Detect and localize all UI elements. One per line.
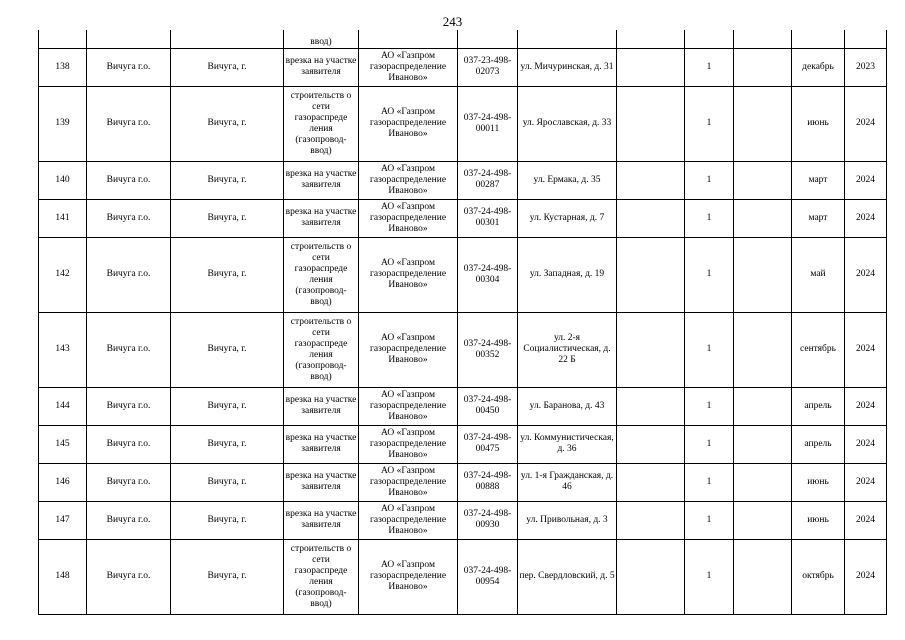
month-cell: октябрь bbox=[792, 539, 845, 614]
year-cell: 2024 bbox=[845, 539, 887, 614]
table-row bbox=[39, 425, 887, 463]
application-code-cell: 037-24-498-00954 bbox=[458, 539, 518, 614]
year-cell: 2024 bbox=[845, 425, 887, 463]
organization-cell: АО «Газпром газораспределение Иваново» bbox=[359, 237, 458, 312]
district-cell: Вичуга г.о. bbox=[87, 501, 171, 539]
empty-cell bbox=[617, 539, 685, 614]
work-type-cell: врезка на участке заявителя bbox=[284, 463, 359, 501]
row-number-cell: 142 bbox=[39, 237, 87, 312]
empty-cell bbox=[734, 463, 792, 501]
month-cell: апрель bbox=[792, 387, 845, 425]
organization-cell: АО «Газпром газораспределение Иваново» bbox=[359, 387, 458, 425]
row-number-cell: 144 bbox=[39, 387, 87, 425]
year-cell: 2023 bbox=[845, 48, 887, 86]
count-cell: 1 bbox=[685, 199, 734, 237]
application-code-cell: 037-23-498-02073 bbox=[458, 48, 518, 86]
work-type-cell: врезка на участке заявителя bbox=[284, 387, 359, 425]
organization-cell: АО «Газпром газораспределение Иваново» bbox=[359, 48, 458, 86]
work-type-cell: строительств о сети газораспреде ления (газопровод-ввод) bbox=[284, 237, 359, 312]
organization-cell: АО «Газпром газораспределение Иваново» bbox=[359, 425, 458, 463]
table-row bbox=[39, 199, 887, 237]
row-number-cell: 147 bbox=[39, 501, 87, 539]
table-row bbox=[39, 312, 887, 387]
application-code-cell: 037-24-498-00475 bbox=[458, 425, 518, 463]
year-cell: 2024 bbox=[845, 501, 887, 539]
application-code-cell: 037-24-498-00011 bbox=[458, 86, 518, 161]
address-cell: пер. Свердловский, д. 5 bbox=[518, 539, 617, 614]
organization-cell: АО «Газпром газораспределение Иваново» bbox=[359, 312, 458, 387]
district-cell: Вичуга г.о. bbox=[87, 463, 171, 501]
address-cell: ул. Западная, д. 19 bbox=[518, 237, 617, 312]
empty-cell bbox=[734, 161, 792, 199]
work-type-cell: строительств о сети газораспреде ления (газопровод-ввод) bbox=[284, 539, 359, 614]
locality-cell: Вичуга, г. bbox=[171, 312, 284, 387]
year-cell: 2024 bbox=[845, 161, 887, 199]
empty-cell bbox=[617, 237, 685, 312]
table-row bbox=[39, 30, 887, 48]
work-type-cell: ввод) bbox=[284, 30, 359, 48]
work-type-cell: врезка на участке заявителя bbox=[284, 199, 359, 237]
address-cell: ул. Коммунистическая, д. 36 bbox=[518, 425, 617, 463]
row-number-cell: 140 bbox=[39, 161, 87, 199]
district-cell: Вичуга г.о. bbox=[87, 161, 171, 199]
year-cell: 2024 bbox=[845, 312, 887, 387]
year-cell: 2024 bbox=[845, 463, 887, 501]
count-cell: 1 bbox=[685, 48, 734, 86]
empty-cell bbox=[734, 387, 792, 425]
empty-cell bbox=[734, 237, 792, 312]
month-cell: декабрь bbox=[792, 48, 845, 86]
empty-cell bbox=[734, 86, 792, 161]
row-number-cell: 145 bbox=[39, 425, 87, 463]
empty-cell bbox=[617, 199, 685, 237]
address-cell: ул. Баранова, д. 43 bbox=[518, 387, 617, 425]
locality-cell: Вичуга, г. bbox=[171, 425, 284, 463]
year-cell: 2024 bbox=[845, 387, 887, 425]
year-cell: 2024 bbox=[845, 199, 887, 237]
year-cell: 2024 bbox=[845, 86, 887, 161]
empty-cell bbox=[734, 312, 792, 387]
empty-cell bbox=[617, 161, 685, 199]
count-cell: 1 bbox=[685, 312, 734, 387]
registry-rows bbox=[39, 48, 887, 614]
locality-cell: Вичуга, г. bbox=[171, 387, 284, 425]
locality-cell: Вичуга, г. bbox=[171, 199, 284, 237]
table-row bbox=[39, 539, 887, 614]
work-type-cell: врезка на участке заявителя bbox=[284, 501, 359, 539]
district-cell: Вичуга г.о. bbox=[87, 539, 171, 614]
locality-cell: Вичуга, г. bbox=[171, 539, 284, 614]
table-row bbox=[39, 463, 887, 501]
row-number-cell: 148 bbox=[39, 539, 87, 614]
row-number-cell: 141 bbox=[39, 199, 87, 237]
work-type-cell: врезка на участке заявителя bbox=[284, 425, 359, 463]
count-cell: 1 bbox=[685, 86, 734, 161]
district-cell: Вичуга г.о. bbox=[87, 237, 171, 312]
month-cell: июнь bbox=[792, 86, 845, 161]
registry-table bbox=[38, 30, 887, 615]
district-cell: Вичуга г.о. bbox=[87, 48, 171, 86]
row-number-cell: 146 bbox=[39, 463, 87, 501]
empty-cell bbox=[617, 425, 685, 463]
month-cell: апрель bbox=[792, 425, 845, 463]
application-code-cell: 037-24-498-00287 bbox=[458, 161, 518, 199]
empty-cell bbox=[734, 539, 792, 614]
district-cell: Вичуга г.о. bbox=[87, 86, 171, 161]
address-cell: ул. 1-я Гражданская, д. 46 bbox=[518, 463, 617, 501]
table-row bbox=[39, 501, 887, 539]
address-cell: ул. Мичуринская, д. 31 bbox=[518, 48, 617, 86]
application-code-cell: 037-24-498-00304 bbox=[458, 237, 518, 312]
empty-cell bbox=[734, 501, 792, 539]
month-cell: май bbox=[792, 237, 845, 312]
work-type-cell: врезка на участке заявителя bbox=[284, 161, 359, 199]
count-cell: 1 bbox=[685, 501, 734, 539]
work-type-cell: строительств о сети газораспреде ления (газопровод-ввод) bbox=[284, 312, 359, 387]
row-number-cell: 138 bbox=[39, 48, 87, 86]
application-code-cell: 037-24-498-00450 bbox=[458, 387, 518, 425]
count-cell: 1 bbox=[685, 387, 734, 425]
count-cell: 1 bbox=[685, 539, 734, 614]
empty-cell bbox=[734, 48, 792, 86]
address-cell: ул. Ермака, д. 35 bbox=[518, 161, 617, 199]
work-type-cell: строительств о сети газораспреде ления (газопровод-ввод) bbox=[284, 86, 359, 161]
table-row bbox=[39, 86, 887, 161]
locality-cell: Вичуга, г. bbox=[171, 463, 284, 501]
application-code-cell: 037-24-498-00352 bbox=[458, 312, 518, 387]
locality-cell: Вичуга, г. bbox=[171, 48, 284, 86]
count-cell: 1 bbox=[685, 425, 734, 463]
organization-cell: АО «Газпром газораспределение Иваново» bbox=[359, 463, 458, 501]
count-cell: 1 bbox=[685, 463, 734, 501]
address-cell: ул. 2-я Социалистическая, д. 22 Б bbox=[518, 312, 617, 387]
work-type-cell: врезка на участке заявителя bbox=[284, 48, 359, 86]
district-cell: Вичуга г.о. bbox=[87, 199, 171, 237]
empty-cell bbox=[734, 425, 792, 463]
table-row bbox=[39, 161, 887, 199]
application-code-cell: 037-24-498-00930 bbox=[458, 501, 518, 539]
locality-cell: Вичуга, г. bbox=[171, 86, 284, 161]
organization-cell: АО «Газпром газораспределение Иваново» bbox=[359, 161, 458, 199]
page-number: 243 bbox=[442, 14, 463, 29]
empty-cell bbox=[617, 463, 685, 501]
locality-cell: Вичуга, г. bbox=[171, 501, 284, 539]
application-code-cell: 037-24-498-00301 bbox=[458, 199, 518, 237]
month-cell: март bbox=[792, 161, 845, 199]
locality-cell: Вичуга, г. bbox=[171, 161, 284, 199]
row-number-cell: 139 bbox=[39, 86, 87, 161]
month-cell: июнь bbox=[792, 463, 845, 501]
locality-cell: Вичуга, г. bbox=[171, 237, 284, 312]
month-cell: июнь bbox=[792, 501, 845, 539]
empty-cell bbox=[617, 312, 685, 387]
organization-cell: АО «Газпром газораспределение Иваново» bbox=[359, 501, 458, 539]
organization-cell: АО «Газпром газораспределение Иваново» bbox=[359, 199, 458, 237]
year-cell: 2024 bbox=[845, 237, 887, 312]
month-cell: март bbox=[792, 199, 845, 237]
empty-cell bbox=[734, 199, 792, 237]
count-cell: 1 bbox=[685, 161, 734, 199]
table-row bbox=[39, 387, 887, 425]
table-row bbox=[39, 237, 887, 312]
organization-cell: АО «Газпром газораспределение Иваново» bbox=[359, 539, 458, 614]
count-cell: 1 bbox=[685, 237, 734, 312]
empty-cell bbox=[617, 86, 685, 161]
empty-cell bbox=[617, 387, 685, 425]
district-cell: Вичуга г.о. bbox=[87, 387, 171, 425]
row-number-cell: 143 bbox=[39, 312, 87, 387]
month-cell: сентябрь bbox=[792, 312, 845, 387]
district-cell: Вичуга г.о. bbox=[87, 312, 171, 387]
empty-cell bbox=[617, 48, 685, 86]
empty-cell bbox=[617, 501, 685, 539]
address-cell: ул. Ярославская, д. 33 bbox=[518, 86, 617, 161]
address-cell: ул. Привольная, д. 3 bbox=[518, 501, 617, 539]
organization-cell: АО «Газпром газораспределение Иваново» bbox=[359, 86, 458, 161]
table-row bbox=[39, 48, 887, 86]
application-code-cell: 037-24-498-00888 bbox=[458, 463, 518, 501]
district-cell: Вичуга г.о. bbox=[87, 425, 171, 463]
address-cell: ул. Кустарная, д. 7 bbox=[518, 199, 617, 237]
